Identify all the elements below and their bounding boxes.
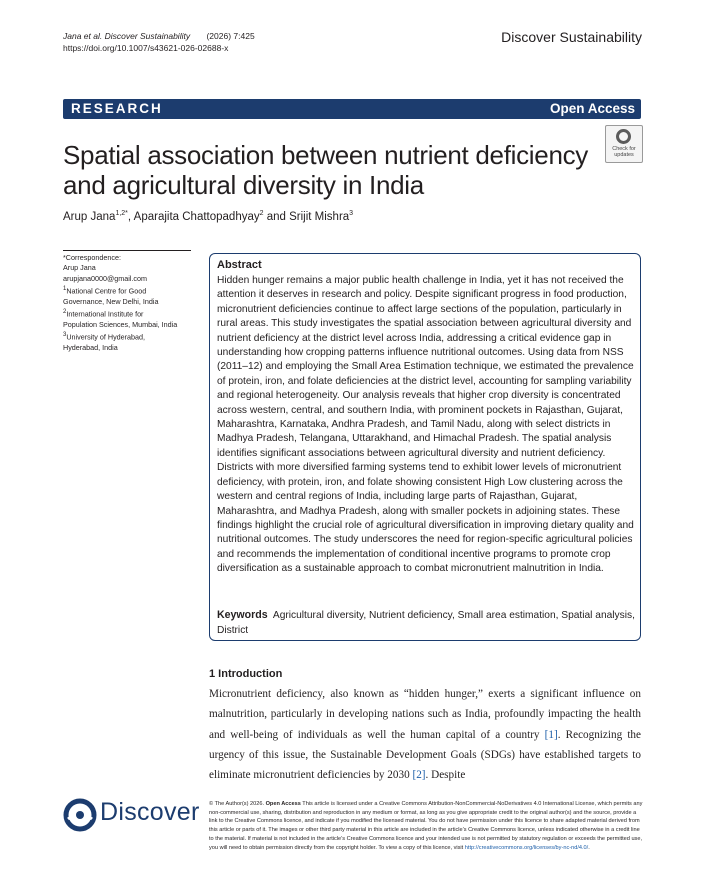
affiliation-3: $^3$University of Hyderabad,: [63, 331, 146, 342]
check-updates-label: Check for updates: [612, 146, 636, 158]
license-link[interactable]: http://creativecommons.org/licenses/by-nc-nd/4.0/: [464, 844, 589, 851]
open-access-label: Open Access: [549, 101, 635, 116]
author-name[interactable]: Srijit Mishra: [289, 210, 350, 223]
journal-name: Discover Sustainability: [501, 29, 642, 45]
section-heading: 1 Introduction: [209, 668, 283, 680]
citation-text: Jana et al. Discover Sustainability: [63, 31, 191, 41]
doi-link[interactable]: https://doi.org/10.1007/s43621-026-02688-x: [63, 43, 229, 53]
author-name[interactable]: Arup Jana: [63, 210, 116, 223]
intro-paragraph: Micronutrient deficiency, also known as “hidden hunger,” exerts a significant influence on malnutrition, particularly in developing nations such as India, profoundly impacting the health and well-being of individuals as well the human capital of a country [1]. Recognizing the urgency of this issue, the Sustainable Development Goals (SDGs) have established targets to eliminate micronutrient deficiencies by 2030 [2]. Despite: [209, 688, 641, 782]
corresponding-email[interactable]: arupjana0000@gmail.com: [63, 273, 148, 283]
license-text: © The Author(s) 2026. Open Access This article is licensed under a Creative Commons Attribution-NonCommercial-NoDerivatives 4.0 International License, which permits any non-commercial use, sharing, distribution and reproduction in any medium or format, as long as you give appropriate credit to the original author(s) and the source, provide a link to the Creative Commons licence, and indicate if you modified the licensed material. You do not have permission under this licence to share adapted material derived from this article or parts of it. The images or other third party material in this article are included in the article’s Creative Commons licence, unless indicated otherwise in a credit line to the material. If material is not included in the article’s Creative Commons licence and your intended use is not permitted by statutory regulation or exceeds the permitted use, you will need to obtain permission directly from the copyright holder. To view a copy of this licence, visit http://creativecommons.org/licenses/by-nc-nd/4.0/.: [209, 801, 643, 851]
check-updates-icon: [616, 129, 631, 144]
corresponding-author: Arup Jana: [63, 263, 96, 273]
article-type-label: RESEARCH: [71, 101, 163, 116]
citation-link[interactable]: [2]: [412, 769, 426, 782]
header-citation: [63, 30, 255, 54]
year-volume: (2026) 7:425: [206, 31, 255, 41]
correspondence-block: *Correspondence: Arup Jana arupjana0000@gmail.com $^1$National Centre for Good Governance, New Delhi, India $^2$International Institute for Population Sciences, Mumbai, India $^3$University of Hyderabad, Hyderabad, India: [63, 253, 198, 353]
abstract-heading: Abstract: [217, 259, 262, 271]
article-title: Spatial association between nutrient deficiency and agricultural diversity in India: [63, 140, 589, 200]
author-name[interactable]: Aparajita Chattopadhyay: [133, 210, 260, 223]
affiliation-2: $^2$International Institute for: [63, 308, 144, 319]
discover-logo-text: Discover: [100, 798, 200, 826]
keywords-list: Agricultural diversity, Nutrient deficiency, Small area estimation, Spatial analysis, District: [217, 610, 635, 636]
check-for-updates-button[interactable]: [605, 125, 643, 163]
citation-link[interactable]: [1]: [544, 728, 558, 741]
sidebar-divider: [63, 250, 191, 251]
author-list: Arup Jana$^{1,2*}$, Aparajita Chattopadhyay$^2$ and Srijit Mishra$^3$: [63, 210, 354, 223]
keywords-label: Keywords: [217, 609, 268, 621]
affiliation-1: $^1$National Centre for Good: [63, 285, 147, 296]
abstract-text: Hidden hunger remains a major public health challenge in India, yet it has not received the attention it deserves in research and policy. Despite significant progress in food production, micronutrient deficiencies continue to affect large sections of the population, particularly in rural areas. This study investigates the spatial association between agricultural diversity and nutrient deficiency at the district level across India, addressing a critical evidence gap in understanding how cropping patterns influence nutritional outcomes. Using data from NSS (2011–12) and employing the Small Area Estimation technique, we estimated the prevalence of protein, iron, and folate deficiencies at the district level, accounting for sampling variability and regional heterogeneity. Our analysis reveals that higher crop diversity is concentrated across western, central, and southern India, with prominent pockets in Rajasthan, Gujarat, Maharashtra, Karnataka, Andhra Pradesh, and Tamil Nadu, along with select districts in Madhya Pradesh, Telangana, Uttarakhand, and Himachal Pradesh. The spatial analysis identifies significant associations between agricultural diversity and nutrient deficiency. Districts with more diversified farming systems tend to exhibit lower levels of micronutrient deficiency, with protein, iron, and folate showing consistent High Low clustering across the western and central regions of India, including large parts of Rajasthan, Gujarat, Maharashtra, and Madhya Pradesh, along with smaller pockets in adjoining states. These findings highlight the crucial role of agricultural diversification in improving dietary quality and nutritional outcomes. The study underscores the need for region-specific agricultural policies and recommends the implementation of conditional incentive programs to promote crop diversification as a sustainable approach to combat micronutrient malnutrition in India.: [217, 275, 634, 575]
keywords: [217, 608, 635, 638]
article-type-banner: [63, 99, 641, 119]
